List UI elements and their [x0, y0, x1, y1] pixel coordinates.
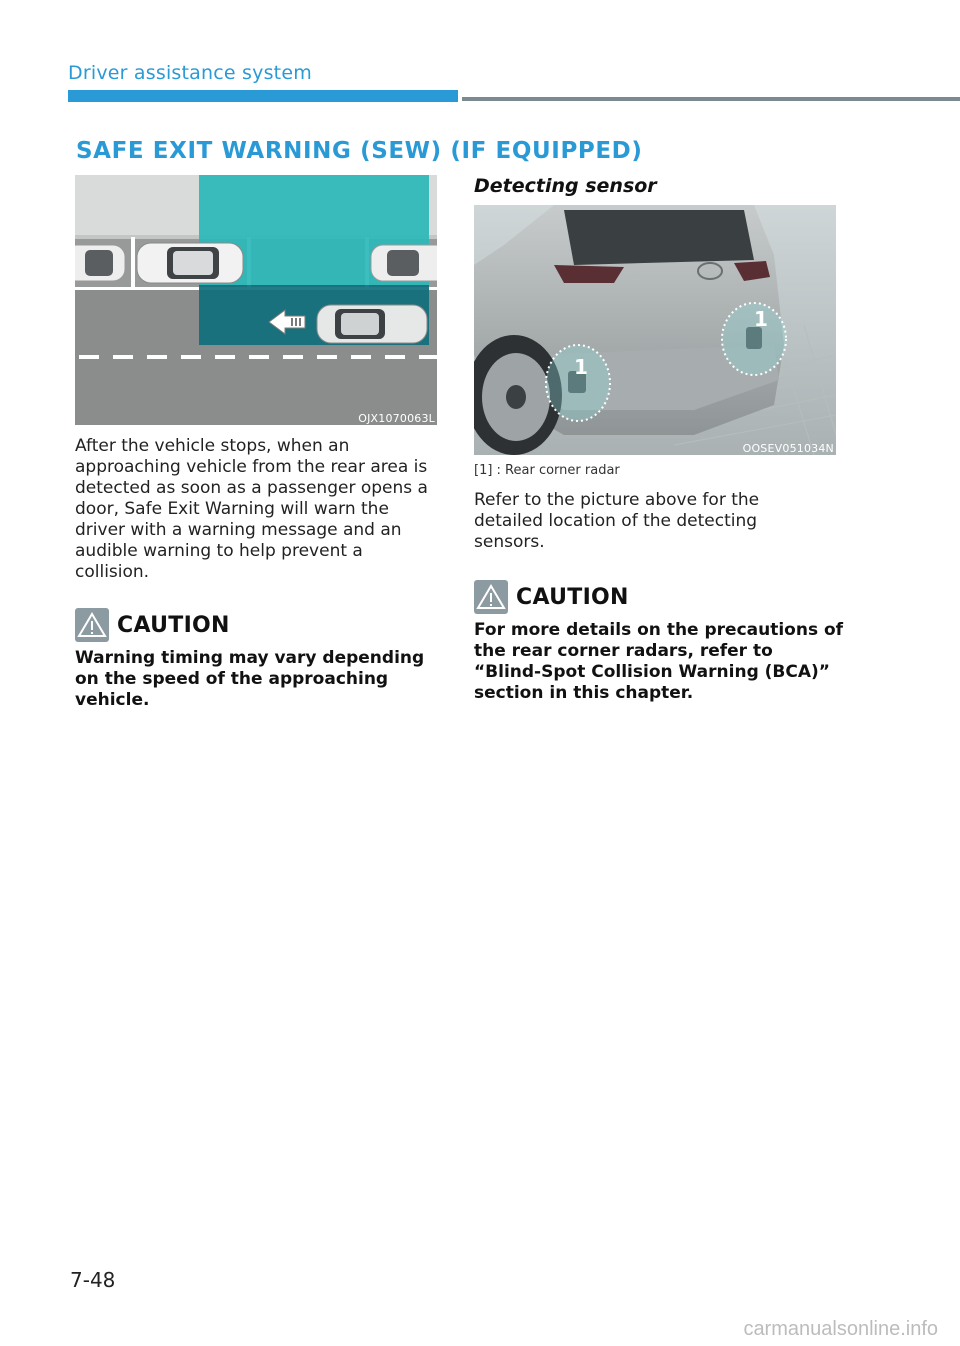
- warning-triangle-icon: [474, 580, 508, 614]
- callout-1-left: 1: [574, 355, 588, 379]
- approaching-car: [317, 305, 427, 343]
- sensor-description: Refer to the picture above for the detailed location of the detecting sensors.: [474, 490, 760, 552]
- parked-car-right: [371, 245, 437, 281]
- page-number: 7-48: [70, 1268, 116, 1292]
- sew-diagram: [75, 175, 437, 425]
- sensor-location-photo: [474, 205, 836, 455]
- page-heading: SAFE EXIT WARNING (SEW) (IF EQUIPPED): [76, 138, 643, 164]
- caution-title-left: CAUTION: [117, 612, 230, 638]
- figure-legend: [1] : Rear corner radar: [474, 463, 620, 478]
- callout-1-right: 1: [754, 307, 768, 331]
- figure-code-left: OJX1070063L: [358, 412, 435, 425]
- header-bar-rule: [462, 97, 960, 101]
- header-bar-accent: [68, 90, 458, 102]
- detecting-sensor-heading: Detecting sensor: [474, 175, 657, 197]
- caution-header-left: [75, 608, 230, 642]
- caution-header-right: [474, 580, 629, 614]
- caution-title-right: CAUTION: [516, 584, 629, 610]
- sensor-illustration: [474, 205, 836, 455]
- caution-text-left: Warning timing may vary depending on the speed of the approaching vehicle.: [75, 648, 425, 710]
- ego-car: [137, 243, 243, 283]
- figure-code-right: OOSEV051034N: [742, 442, 834, 455]
- section-header: Driver assistance system: [68, 62, 312, 84]
- watermark: carmanualsonline.info: [743, 1318, 938, 1340]
- parked-car-left: [75, 245, 125, 281]
- sew-description: After the vehicle stops, when an approaching vehicle from the rear area is detected as soon as a passenger opens a door, Safe Exit Warning will warn the driver with a warning message and an audible warning to help prevent a collision.: [75, 436, 428, 582]
- warning-triangle-icon: [75, 608, 109, 642]
- sew-illustration: [75, 175, 437, 425]
- caution-text-right: For more details on the precautions of the rear corner radars, refer to “Blind-Spot Collision Warning (BCA)” section in this chapter.: [474, 620, 844, 703]
